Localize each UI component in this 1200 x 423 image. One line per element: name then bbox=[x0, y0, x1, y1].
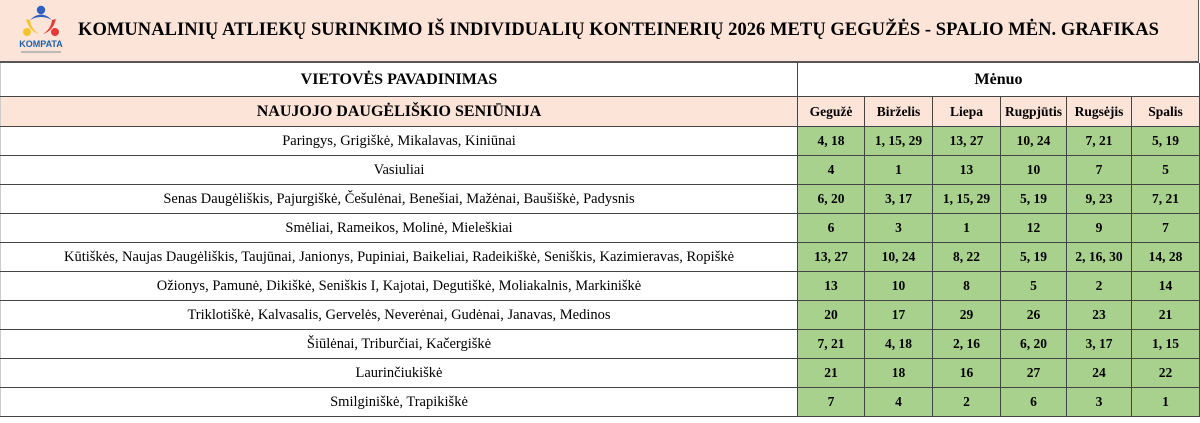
date-cell: 2 bbox=[933, 388, 1001, 417]
date-cell: 3 bbox=[865, 214, 933, 243]
table-row bbox=[1, 359, 1200, 388]
date-cell: 22 bbox=[1132, 359, 1200, 388]
date-cell: 2, 16, 30 bbox=[1067, 243, 1132, 272]
date-cell: 3, 17 bbox=[1067, 330, 1132, 359]
date-cell: 29 bbox=[933, 301, 1001, 330]
table-row bbox=[1, 243, 1200, 272]
schedule-table bbox=[0, 63, 1200, 417]
date-cell: 14 bbox=[1132, 272, 1200, 301]
date-cell: 5 bbox=[1001, 272, 1067, 301]
table-row bbox=[1, 214, 1200, 243]
district-name: NAUJOJO DAUGĖLIŠKIO SENIŪNIJA bbox=[1, 97, 798, 127]
month-september: Rugsėjis bbox=[1067, 97, 1132, 127]
month-august: Rugpjūtis bbox=[1001, 97, 1067, 127]
date-cell: 5 bbox=[1132, 156, 1200, 185]
month-july: Liepa bbox=[933, 97, 1001, 127]
location-name: Smėliai, Rameikos, Molinė, Mieleškiai bbox=[1, 214, 798, 243]
date-cell: 5, 19 bbox=[1001, 185, 1067, 214]
location-name: Triklotiškė, Kalvasalis, Gervelės, Neverėnai, Gudėnai, Janavas, Medinos bbox=[1, 301, 798, 330]
date-cell: 13 bbox=[933, 156, 1001, 185]
date-cell: 5, 19 bbox=[1001, 243, 1067, 272]
date-cell: 23 bbox=[1067, 301, 1132, 330]
date-cell: 8 bbox=[933, 272, 1001, 301]
kompata-logo bbox=[17, 5, 65, 57]
date-cell: 4 bbox=[798, 156, 865, 185]
date-cell: 3 bbox=[1067, 388, 1132, 417]
date-cell: 27 bbox=[1001, 359, 1067, 388]
date-cell: 2, 16 bbox=[933, 330, 1001, 359]
date-cell: 13, 27 bbox=[798, 243, 865, 272]
date-cell: 10, 24 bbox=[865, 243, 933, 272]
date-cell: 21 bbox=[798, 359, 865, 388]
page-title: KOMUNALINIŲ ATLIEKŲ SURINKIMO IŠ INDIVIDUALIŲ KONTEINERIŲ 2026 METŲ GEGUŽĖS - SPALIO MĖN. GRAFIKAS bbox=[78, 20, 1159, 40]
date-cell: 10 bbox=[1001, 156, 1067, 185]
date-cell: 18 bbox=[865, 359, 933, 388]
date-cell: 14, 28 bbox=[1132, 243, 1200, 272]
date-cell: 1 bbox=[1132, 388, 1200, 417]
date-cell: 13, 27 bbox=[933, 127, 1001, 156]
date-cell: 7, 21 bbox=[798, 330, 865, 359]
table-row bbox=[1, 388, 1200, 417]
date-cell: 7, 21 bbox=[1132, 185, 1200, 214]
date-cell: 21 bbox=[1132, 301, 1200, 330]
date-cell: 7 bbox=[1067, 156, 1132, 185]
date-cell: 10 bbox=[865, 272, 933, 301]
month-june: Birželis bbox=[865, 97, 933, 127]
date-cell: 1 bbox=[865, 156, 933, 185]
month-october: Spalis bbox=[1132, 97, 1200, 127]
date-cell: 6 bbox=[1001, 388, 1067, 417]
date-cell: 7, 21 bbox=[1067, 127, 1132, 156]
location-name: Ožionys, Pamunė, Dikiškė, Seniškis I, Kajotai, Degutiškė, Moliakalnis, Markiniškė bbox=[1, 272, 798, 301]
date-cell: 4, 18 bbox=[865, 330, 933, 359]
date-cell: 1, 15, 29 bbox=[865, 127, 933, 156]
date-cell: 1, 15 bbox=[1132, 330, 1200, 359]
date-cell: 5, 19 bbox=[1132, 127, 1200, 156]
date-cell: 6 bbox=[798, 214, 865, 243]
date-cell: 13 bbox=[798, 272, 865, 301]
location-name: Kūtiškės, Naujas Daugėliškis, Taujūnai, Janionys, Pupiniai, Baikeliai, Radeikiškė, Seniškis, Kazimieravas, Ropiškė bbox=[1, 243, 798, 272]
month-may: Gegužė bbox=[798, 97, 865, 127]
date-cell: 12 bbox=[1001, 214, 1067, 243]
kompata-people-icon bbox=[17, 5, 65, 39]
logo-wordmark: KOMPATA bbox=[19, 39, 63, 49]
table-row bbox=[1, 330, 1200, 359]
date-cell: 10, 24 bbox=[1001, 127, 1067, 156]
location-name: Smilginiškė, Trapikiškė bbox=[1, 388, 798, 417]
document-header bbox=[0, 0, 1199, 63]
district-header-row bbox=[1, 97, 1200, 127]
logo-tagline bbox=[21, 51, 61, 53]
table-header-row bbox=[1, 63, 1200, 97]
table-row bbox=[1, 185, 1200, 214]
date-cell: 4 bbox=[865, 388, 933, 417]
table-row bbox=[1, 156, 1200, 185]
date-cell: 1 bbox=[933, 214, 1001, 243]
date-cell: 17 bbox=[865, 301, 933, 330]
location-column-header: VIETOVĖS PAVADINIMAS bbox=[1, 63, 798, 97]
table-row bbox=[1, 127, 1200, 156]
location-name: Šiūlėnai, Triburčiai, Kačergiškė bbox=[1, 330, 798, 359]
date-cell: 6, 20 bbox=[1001, 330, 1067, 359]
date-cell: 24 bbox=[1067, 359, 1132, 388]
date-cell: 6, 20 bbox=[798, 185, 865, 214]
month-column-header: Mėnuo bbox=[798, 63, 1200, 97]
location-name: Laurinčiukiškė bbox=[1, 359, 798, 388]
date-cell: 1, 15, 29 bbox=[933, 185, 1001, 214]
date-cell: 3, 17 bbox=[865, 185, 933, 214]
date-cell: 4, 18 bbox=[798, 127, 865, 156]
date-cell: 16 bbox=[933, 359, 1001, 388]
date-cell: 20 bbox=[798, 301, 865, 330]
date-cell: 9 bbox=[1067, 214, 1132, 243]
date-cell: 7 bbox=[1132, 214, 1200, 243]
location-name: Paringys, Grigiškė, Mikalavas, Kiniūnai bbox=[1, 127, 798, 156]
table-row bbox=[1, 301, 1200, 330]
date-cell: 2 bbox=[1067, 272, 1132, 301]
date-cell: 8, 22 bbox=[933, 243, 1001, 272]
date-cell: 26 bbox=[1001, 301, 1067, 330]
date-cell: 9, 23 bbox=[1067, 185, 1132, 214]
table-row bbox=[1, 272, 1200, 301]
location-name: Senas Daugėliškis, Pajurgiškė, Češulėnai, Benešiai, Mažėnai, Baušiškė, Padysnis bbox=[1, 185, 798, 214]
location-name: Vasiuliai bbox=[1, 156, 798, 185]
date-cell: 7 bbox=[798, 388, 865, 417]
